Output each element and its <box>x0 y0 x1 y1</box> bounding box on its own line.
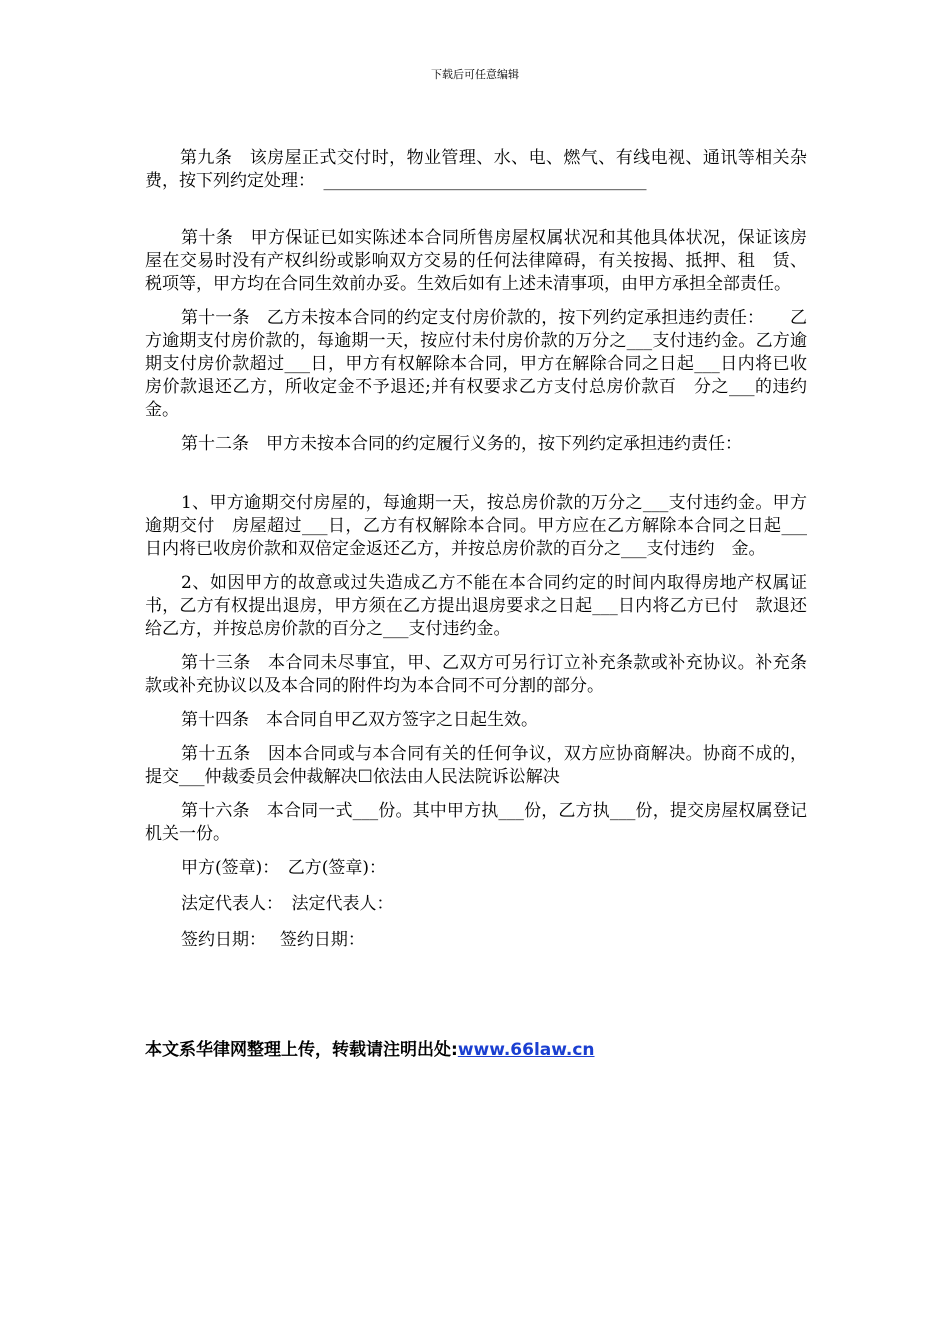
clause-10: 第十条 甲方保证已如实陈述本合同所售房屋权属状况和其他具体状况，保证该房屋在交易时没有产权纠纷或影响双方交易的任何法律障碍，有关按揭、抵押、租 赁、税项等，甲方均在合同生效前办妥。生效后如有上述未清事项，由甲方承担全部责任。 <box>145 228 807 294</box>
footer-text: 本文系华律网整理上传，转载请注明出处: <box>145 1040 458 1060</box>
clause-12-item-1: 1、甲方逾期交付房屋的，每逾期一天，按总房价款的万分之___支付违约金。甲方逾期交付 房屋超过___日，乙方有权解除本合同。甲方应在乙方解除本合同之日起___日内将已收房价款和双倍定金返还乙方，并按总房价款的百分之___支付违约 金。 <box>145 493 807 559</box>
signature-party-line: 甲方(签章)： 乙方(签章)： <box>181 858 387 878</box>
clause-16: 第十六条 本合同一式___份。其中甲方执___份，乙方执___份，提交房屋权属登记机关一份。 <box>145 801 807 844</box>
clause-12: 第十二条 甲方未按本合同的约定履行义务的，按下列约定承担违约责任： <box>181 434 742 454</box>
page-header: 下载后可任意编辑 <box>431 68 519 81</box>
signature-date-line: 签约日期： 签约日期： <box>181 930 365 950</box>
contract-body <box>145 124 824 965</box>
clause-15: 第十五条 因本合同或与本合同有关的任何争议，双方应协商解决。协商不成的，提交___仲裁委员会仲裁解决☐依法由人民法院诉讼解决 <box>145 744 807 787</box>
clause-14: 第十四条 本合同自甲乙双方签字之日起生效。 <box>181 710 538 730</box>
clause-11: 第十一条 乙方未按本合同的约定支付房价款的，按下列约定承担违约责任： 乙方逾期支付房价款的，每逾期一天，按应付未付房价款的万分之___支付违约金。乙方逾 期支付房价款超过___日，甲方有权解除本合同，甲方在解除合同之日起___日内将已收房价款退还乙方，所收定金不予退还;并有权要求乙方支付总房价款百 分之___的违约金。 <box>145 308 824 420</box>
clause-9 <box>145 124 807 216</box>
source-link[interactable]: www.66law.cn <box>457 1040 595 1060</box>
signature-representative-line: 法定代表人： 法定代表人： <box>181 894 394 914</box>
clause-9-text: 第九条 该房屋正式交付时，物业管理、水、电、燃气、有线电视、通讯等相关杂费，按下列约定处理： ______________________________________ <box>145 148 807 191</box>
clause-13: 第十三条 本合同未尽事宜，甲、乙双方可另行订立补充条款或补充协议。补充条款或补充协议以及本合同的附件均为本合同不可分割的部分。 <box>145 653 807 696</box>
clause-12-item-2: 2、如因甲方的故意或过失造成乙方不能在本合同约定的时间内取得房地产权属证书，乙方有权提出退房，甲方须在乙方提出退房要求之日起___日内将乙方已付 款退还给乙方，并按总房价款的百分之___支付违约金。 <box>145 573 807 639</box>
source-footer <box>145 1035 845 1060</box>
